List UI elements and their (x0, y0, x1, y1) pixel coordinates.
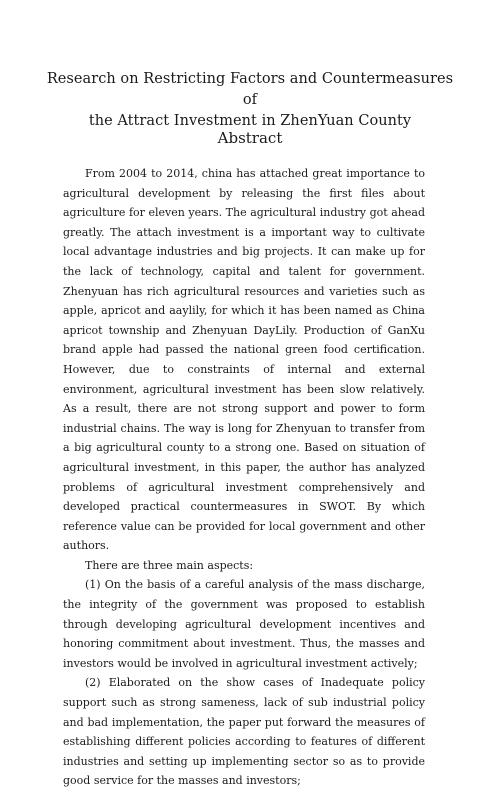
paper-title-line-1: Research on Restricting Factors and Countermeasures of (46, 71, 454, 108)
abstract-paragraph-3: (1) On the basis of a careful analysis of the mass discharge, the integrity of the government was proposed to establish through developing agricultural development incentives and honoring commitment about investment. Thus, the masses and investors would be involved in agricultural investment actively; (63, 578, 425, 670)
paper-title-line-2: the Attract Investment in ZhenYuan County (88, 113, 412, 129)
paper-title (40, 69, 460, 132)
abstract-heading: Abstract (217, 129, 283, 147)
abstract-paragraph-1: From 2004 to 2014, china has attached great importance to agricultural development by releasing the first files about agriculture for eleven years. The agricultural industry got ahead greatly. The attach investment is a important way to cultivate local advantage industries and big projects. It can make up for the lack of technology, capital and talent for government. Zhenyuan has rich agricultural resources and varieties such as apple, apricot and aaylily, for which it has been named as China apricot township and Zhenyuan DayLily. Production of GanXu brand apple had passed the national green food certification. However, due to constraints of internal and external environment, agricultural investment has been slow relatively. As a result, there are not strong support and power to form industrial chains. The way is long for Zhenyuan to transfer from a big agricultural county to a strong one. Based on situation of agricultural investment, in this paper, the author has analyzed problems of agricultural investment comprehensively and developed practical countermeasures in SWOT. By which reference value can be provided for local government and other authors. (63, 167, 425, 553)
abstract-body (63, 164, 425, 791)
abstract-paragraph-4: (2) Elaborated on the show cases of Inadequate policy support such as strong sameness, lack of sub industrial policy and bad implementation, the paper put forward the measures of establishing different policies according to features of different industries and setting up implementing sector so as to provide good service for the masses and investors; (63, 676, 425, 788)
abstract-paragraph-2: There are three main aspects: (85, 558, 254, 572)
